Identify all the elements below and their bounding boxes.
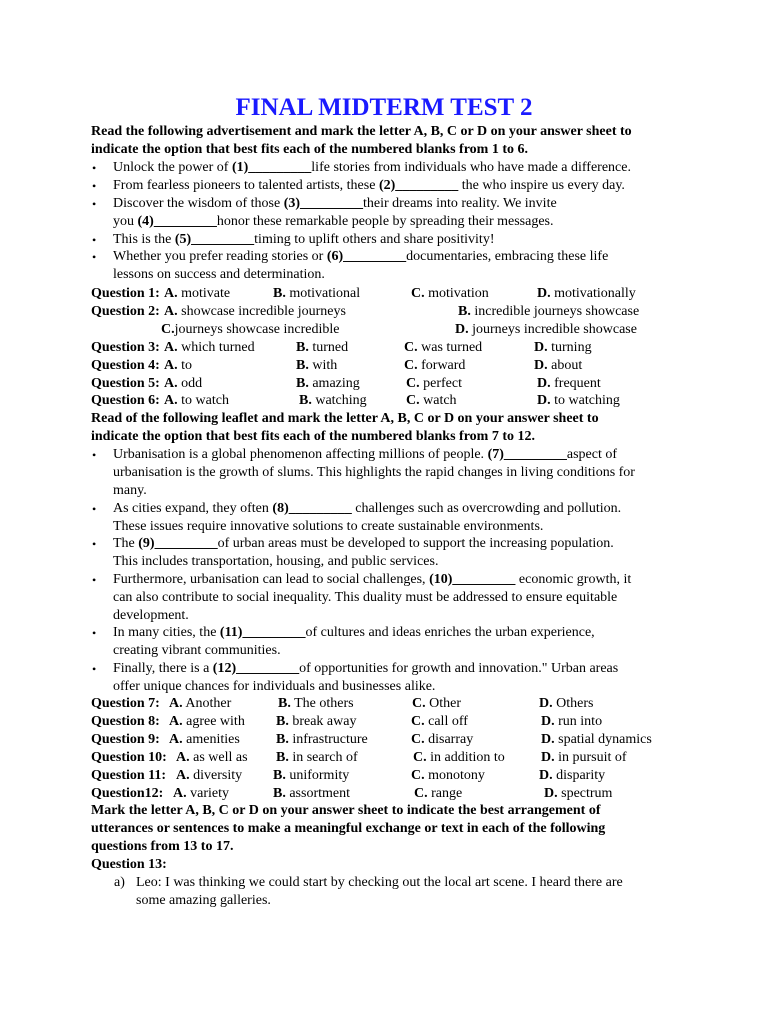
option-d: D. spatial dynamics [541, 732, 652, 747]
question-label: Question 9: [91, 732, 160, 747]
question-label: Question 1: [91, 286, 160, 301]
option-c: C. Other [412, 696, 462, 711]
bullet-icon: • [92, 502, 97, 516]
list-item: Urbanisation is a global phenomenon affecting millions of people. (7)_________aspect of [113, 447, 618, 462]
list-item: Unlock the power of (1)_________life stories from individuals who have made a difference. [113, 160, 631, 175]
list-item-continued: This includes transportation, housing, and public services. [113, 554, 439, 569]
list-item: From fearless pioneers to talented artists, these (2)_________ the who inspire us every day. [113, 178, 625, 193]
option-c: C. call off [411, 714, 468, 729]
section2-instruction: Read of the following leaflet and mark the letter A, B, C or D on your answer sheet to [91, 411, 599, 426]
bullet-icon: • [92, 626, 97, 640]
list-item: Whether you prefer reading stories or (6)_________documentaries, embracing these life [113, 249, 609, 264]
option-d: D. disparity [539, 768, 606, 783]
list-marker: a) [114, 875, 125, 890]
option-a: A. to [164, 358, 193, 373]
list-item: In many cities, the (11)_________of cultures and ideas enriches the urban experience, [113, 625, 595, 640]
option-c: C. range [414, 786, 463, 801]
option-d: D. about [534, 358, 583, 373]
question-label: Question 8: [91, 714, 160, 729]
option-a: A. Another [169, 696, 232, 711]
option-d: D. motivationally [537, 286, 636, 301]
section1-instruction: Read the following advertisement and mark the letter A, B, C or D on your answer sheet to [91, 124, 632, 139]
option-d: D. to watching [537, 393, 620, 408]
bullet-icon: • [92, 573, 97, 587]
bullet-icon: • [92, 537, 97, 551]
option-c: C. forward [404, 358, 466, 373]
section3-instruction: questions from 13 to 17. [91, 839, 234, 854]
question-label: Question 3: [91, 340, 160, 355]
section3-instruction: utterances or sentences to make a meaningful exchange or text in each of the following [91, 821, 606, 836]
option-c: C. was turned [404, 340, 483, 355]
list-item: The (9)_________of urban areas must be developed to support the increasing population. [113, 536, 614, 551]
list-item-continued: development. [113, 608, 189, 623]
question-label: Question 2: [91, 304, 160, 319]
option-b: B. motivational [273, 286, 361, 301]
option-b: B. watching [299, 393, 367, 408]
option-a: A. as well as [176, 750, 248, 765]
list-item-continued: many. [113, 483, 147, 498]
list-item: As cities expand, they often (8)_________ challenges such as overcrowding and pollution. [113, 501, 622, 516]
section3-instruction: Mark the letter A, B, C or D on your answer sheet to indicate the best arrangement of [91, 803, 601, 818]
list-item: This is the (5)_________timing to uplift others and share positivity! [113, 232, 495, 247]
option-d: D. frequent [537, 376, 601, 391]
option-b: B. in search of [276, 750, 358, 765]
question-label: Question 7: [91, 696, 160, 711]
option-b: B. assortment [273, 786, 350, 801]
option-d: D. run into [541, 714, 603, 729]
page-title: FINAL MIDTERM TEST 2 [235, 94, 533, 121]
option-a: A. which turned [164, 340, 255, 355]
bullet-icon: • [92, 448, 97, 462]
section1-instruction: indicate the option that best fits each of the numbered blanks from 1 to 6. [91, 142, 528, 157]
list-item: Discover the wisdom of those (3)_________their dreams into reality. We invite [113, 196, 557, 211]
section2-instruction: indicate the option that best fits each of the numbered blanks from 7 to 12. [91, 429, 535, 444]
option-b: B. break away [276, 714, 357, 729]
question-label: Question 6: [91, 393, 160, 408]
option-c: C. monotony [411, 768, 485, 783]
option-b: B. uniformity [273, 768, 350, 783]
option-a: A. amenities [169, 732, 240, 747]
list-item: Furthermore, urbanisation can lead to social challenges, (10)_________ economic growth, it [113, 572, 632, 587]
question-label: Question 5: [91, 376, 160, 391]
option-c: C. motivation [411, 286, 489, 301]
option-a: A. diversity [176, 768, 243, 783]
option-b: B. turned [296, 340, 349, 355]
question-label: Question 11: [91, 768, 167, 783]
list-item-continued: lessons on success and determination. [113, 267, 325, 282]
list-item: Finally, there is a (12)_________of opportunities for growth and innovation." Urban areas [113, 661, 619, 676]
option-c: C. disarray [411, 732, 474, 747]
list-item-continued: some amazing galleries. [136, 893, 271, 908]
option-b: B. amazing [296, 376, 360, 391]
option-b: B. incredible journeys showcase [458, 304, 640, 319]
option-c: C. watch [406, 393, 457, 408]
option-b: B. The others [278, 696, 354, 711]
bullet-icon: • [92, 662, 97, 676]
option-c: C. perfect [406, 376, 462, 391]
option-a: A. motivate [164, 286, 231, 301]
list-item-continued: can also contribute to social inequality. This duality must be addressed to ensure equitable [113, 590, 618, 605]
list-item: Leo: I was thinking we could start by checking out the local art scene. I heard there are [136, 875, 623, 890]
bullet-icon: • [92, 197, 97, 211]
option-d: D. journeys incredible showcase [455, 322, 637, 337]
bullet-icon: • [92, 250, 97, 264]
option-a: A. agree with [169, 714, 245, 729]
question-label: Question 13: [91, 857, 167, 872]
bullet-icon: • [92, 233, 97, 247]
list-item-continued: urbanisation is the growth of slums. This highlights the rapid changes in living conditions for [113, 465, 635, 480]
list-item-continued: These issues require innovative solutions to create sustainable environments. [113, 519, 544, 534]
option-b: B. with [296, 358, 338, 373]
bullet-icon: • [92, 161, 97, 175]
option-d: D. spectrum [544, 786, 613, 801]
list-item-continued: offer unique chances for individuals and businesses alike. [113, 679, 436, 694]
option-a: A. to watch [164, 393, 229, 408]
bullet-icon: • [92, 179, 97, 193]
question-label: Question 10: [91, 750, 167, 765]
option-a: A. variety [173, 786, 229, 801]
option-c: C.journeys showcase incredible [161, 322, 340, 337]
option-a: A. odd [164, 376, 203, 391]
option-b: B. infrastructure [276, 732, 368, 747]
option-d: D. turning [534, 340, 592, 355]
question-label: Question 4: [91, 358, 160, 373]
list-item-continued: creating vibrant communities. [113, 643, 281, 658]
list-item-continued: you (4)_________honor these remarkable people by spreading their messages. [113, 214, 554, 229]
option-d: D. in pursuit of [541, 750, 627, 765]
option-a: A. showcase incredible journeys [164, 304, 346, 319]
question-label: Question12: [91, 786, 164, 801]
option-c: C. in addition to [413, 750, 505, 765]
option-d: D. Others [539, 696, 594, 711]
